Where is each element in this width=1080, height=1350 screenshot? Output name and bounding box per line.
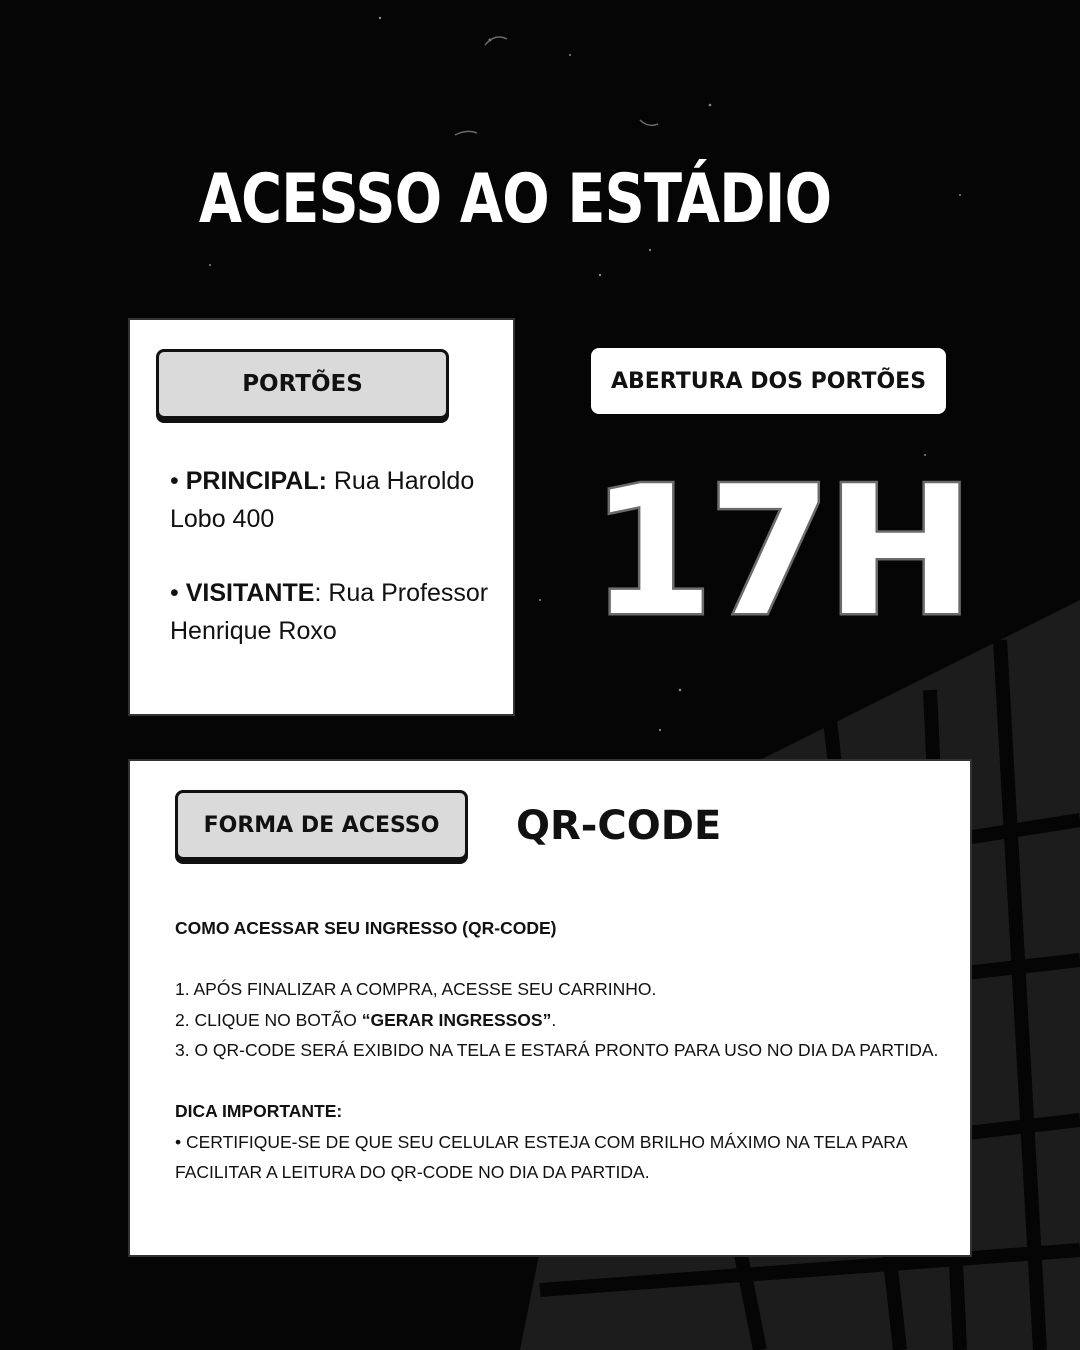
page-title: ACESSO AO ESTÁDIO	[198, 160, 832, 239]
instructions-title: COMO ACESSAR SEU INGRESSO (QR-CODE)	[175, 918, 557, 938]
access-method: QR-CODE	[516, 803, 722, 849]
opening-time: 17H	[590, 448, 969, 655]
gate-address: : Rua Professor Henrique Roxo	[170, 579, 489, 645]
tip-line-1: • CERTIFIQUE-SE DE QUE SEU CELULAR ESTEJA COM BRILHO MÁXIMO NA TELA PARA	[175, 1131, 908, 1152]
gates-card	[128, 318, 515, 716]
tip-line-2: FACILITAR A LEITURA DO QR-CODE NO DIA DA PARTIDA.	[175, 1162, 650, 1182]
gate-address: Rua Haroldo Lobo 400	[170, 467, 475, 533]
step-2-suffix: .	[551, 1009, 557, 1030]
gate-visitante	[170, 574, 500, 650]
gate-bullet: •	[170, 467, 179, 495]
step-2	[175, 1005, 935, 1036]
opening-label: ABERTURA DOS PORTÕES	[591, 348, 946, 414]
gate-bullet: •	[170, 579, 179, 607]
gate-principal	[170, 462, 500, 538]
step-2-button: “GERAR INGRESSOS”	[361, 1009, 552, 1030]
instructions	[175, 913, 939, 1188]
access-label: FORMA DE ACESSO	[175, 790, 468, 860]
step-2-prefix: 2. CLIQUE NO BOTÃO	[175, 1009, 362, 1030]
tip-title: DICA IMPORTANTE:	[175, 1101, 343, 1121]
step-1: 1. APÓS FINALIZAR A COMPRA, ACESSE SEU CARRINHO.	[175, 979, 657, 999]
gate-name: VISITANTE	[185, 579, 315, 607]
access-card	[128, 759, 972, 1257]
gate-name: PRINCIPAL:	[185, 467, 327, 495]
gates-label: PORTÕES	[156, 349, 449, 419]
step-3: 3. O QR-CODE SERÁ EXIBIDO NA TELA E ESTARÁ PRONTO PARA USO NO DIA DA PARTIDA.	[175, 1040, 939, 1060]
